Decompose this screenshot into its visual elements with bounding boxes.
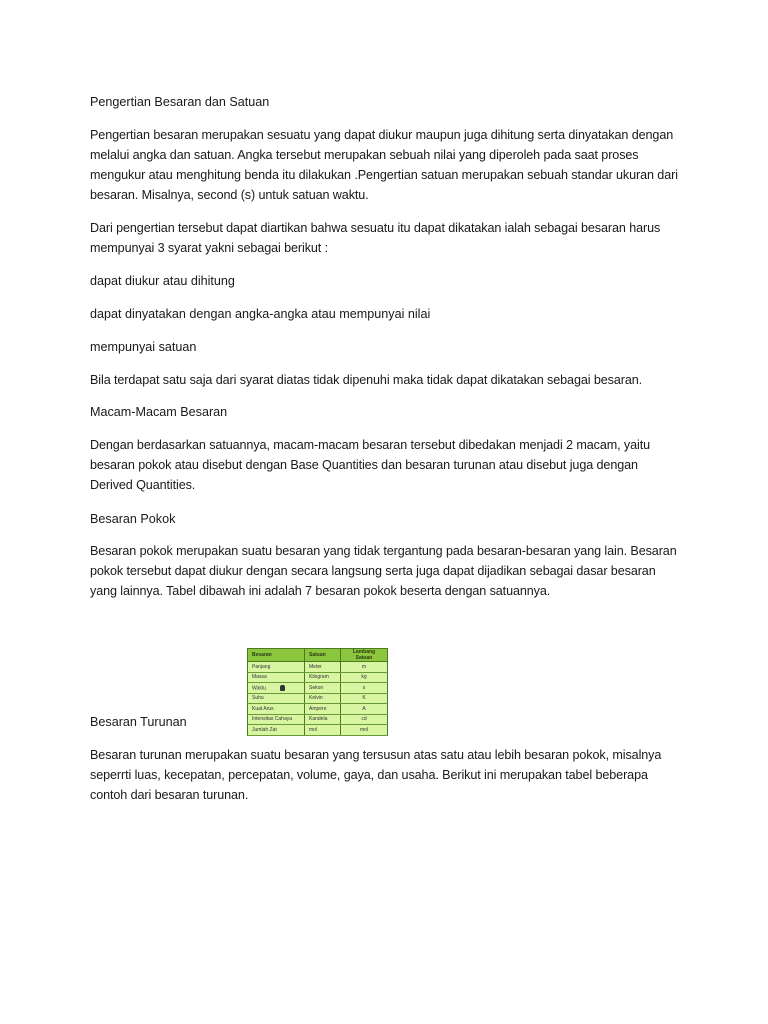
- table-row: [248, 714, 388, 725]
- table-row: [248, 672, 388, 683]
- heading-macam-besaran: Macam-Macam Besaran: [90, 405, 228, 419]
- cell-symbol: kg: [341, 672, 388, 683]
- cell-unit: Kilogram: [305, 672, 341, 683]
- cell-unit: Meter: [305, 662, 341, 673]
- table-row: [248, 693, 388, 704]
- table-row: [248, 683, 388, 694]
- requirement-1: dapat diukur atau dihitung: [90, 274, 235, 288]
- paragraph-besaran-turunan: Besaran turunan merupakan suatu besaran yang tersusun atas satu atau lebih besaran pokok, misalnya seperrti luas, kecepatan, percepatan, volume, gaya, dan usaha. Berikut ini merupakan tabel beberapa contoh dari besaran turunan.: [90, 748, 662, 802]
- requirement-2: dapat dinyatakan dengan angka-angka atau mempunyai nilai: [90, 307, 431, 321]
- cell-unit: Kelvin: [305, 693, 341, 704]
- cell-quantity: Panjang: [248, 662, 305, 673]
- base-quantities-table: [247, 648, 388, 736]
- paragraph-definition: Pengertian besaran merupakan sesuatu yang dapat diukur maupun juga dihitung serta dinyatakan dengan melalui angka dan satuan. Angka tersebut merupakan sebuah nilai yang diperoleh pada saat proses mengukur atau menghitung benda itu dilakukan .Pengertian satuan merupakan sebuah standar ukuran dari besaran. Misalnya, second (s) untuk satuan waktu.: [90, 128, 678, 202]
- cell-symbol: mol: [341, 725, 388, 736]
- paragraph-types: Dengan berdasarkan satuannya, macam-macam besaran tersebut dibedakan menjadi 2 macam, yaitu besaran pokok atau disebut dengan Base Quantities dan besaran turunan atau disebut juga dengan Derived Quantities.: [90, 438, 651, 492]
- paragraph-besaran-pokok: Besaran pokok merupakan suatu besaran yang tidak tergantung pada besaran-besaran yang lain. Besaran pokok tersebut dapat diukur dengan secara langsung serta juga dapat dijadikan sebagai dasar besaran yang lainnya. Tabel dibawah ini adalah 7 besaran pokok beserta dengan satuannya.: [90, 544, 677, 598]
- cell-quantity: Jumlah Zat: [248, 725, 305, 736]
- cell-unit: mol: [305, 725, 341, 736]
- header-besaran: Besaran: [248, 649, 305, 662]
- heading-besaran-pokok: Besaran Pokok: [90, 512, 176, 526]
- requirement-3: mempunyai satuan: [90, 340, 197, 354]
- table-header-row: [248, 649, 388, 662]
- cell-symbol: s: [341, 683, 388, 694]
- cell-unit: Kandela: [305, 714, 341, 725]
- table-row: [248, 725, 388, 736]
- cell-quantity: Kuat Arus: [248, 704, 305, 715]
- cell-quantity: Intensitas Cahaya: [248, 714, 305, 725]
- cell-quantity: Suhu: [248, 693, 305, 704]
- cell-quantity: [248, 683, 305, 694]
- table-row: [248, 704, 388, 715]
- paragraph-requirements-intro: Dari pengertian tersebut dapat diartikan bahwa sesuatu itu dapat dikatakan ialah sebagai besaran harus mempunyai 3 syarat yakni sebagai berikut :: [90, 221, 661, 255]
- cell-unit: Sekon: [305, 683, 341, 694]
- table-row: [248, 662, 388, 673]
- header-lambang: Lambang Satuan: [341, 649, 388, 662]
- cell-symbol: A: [341, 704, 388, 715]
- paragraph-condition: Bila terdapat satu saja dari syarat diatas tidak dipenuhi maka tidak dapat dikatakan sebagai besaran.: [90, 373, 643, 387]
- heading-besaran-turunan: Besaran Turunan: [90, 715, 187, 729]
- header-satuan: Satuan: [305, 649, 341, 662]
- cell-symbol: cd: [341, 714, 388, 725]
- heading-pengertian: Pengertian Besaran dan Satuan: [90, 95, 270, 109]
- cell-symbol: m: [341, 662, 388, 673]
- cell-quantity: Massa: [248, 672, 305, 683]
- cell-symbol: K: [341, 693, 388, 704]
- cell-quantity-text: Waktu: [252, 684, 266, 691]
- mouse-cursor-icon: [280, 685, 285, 691]
- cell-unit: Ampere: [305, 704, 341, 715]
